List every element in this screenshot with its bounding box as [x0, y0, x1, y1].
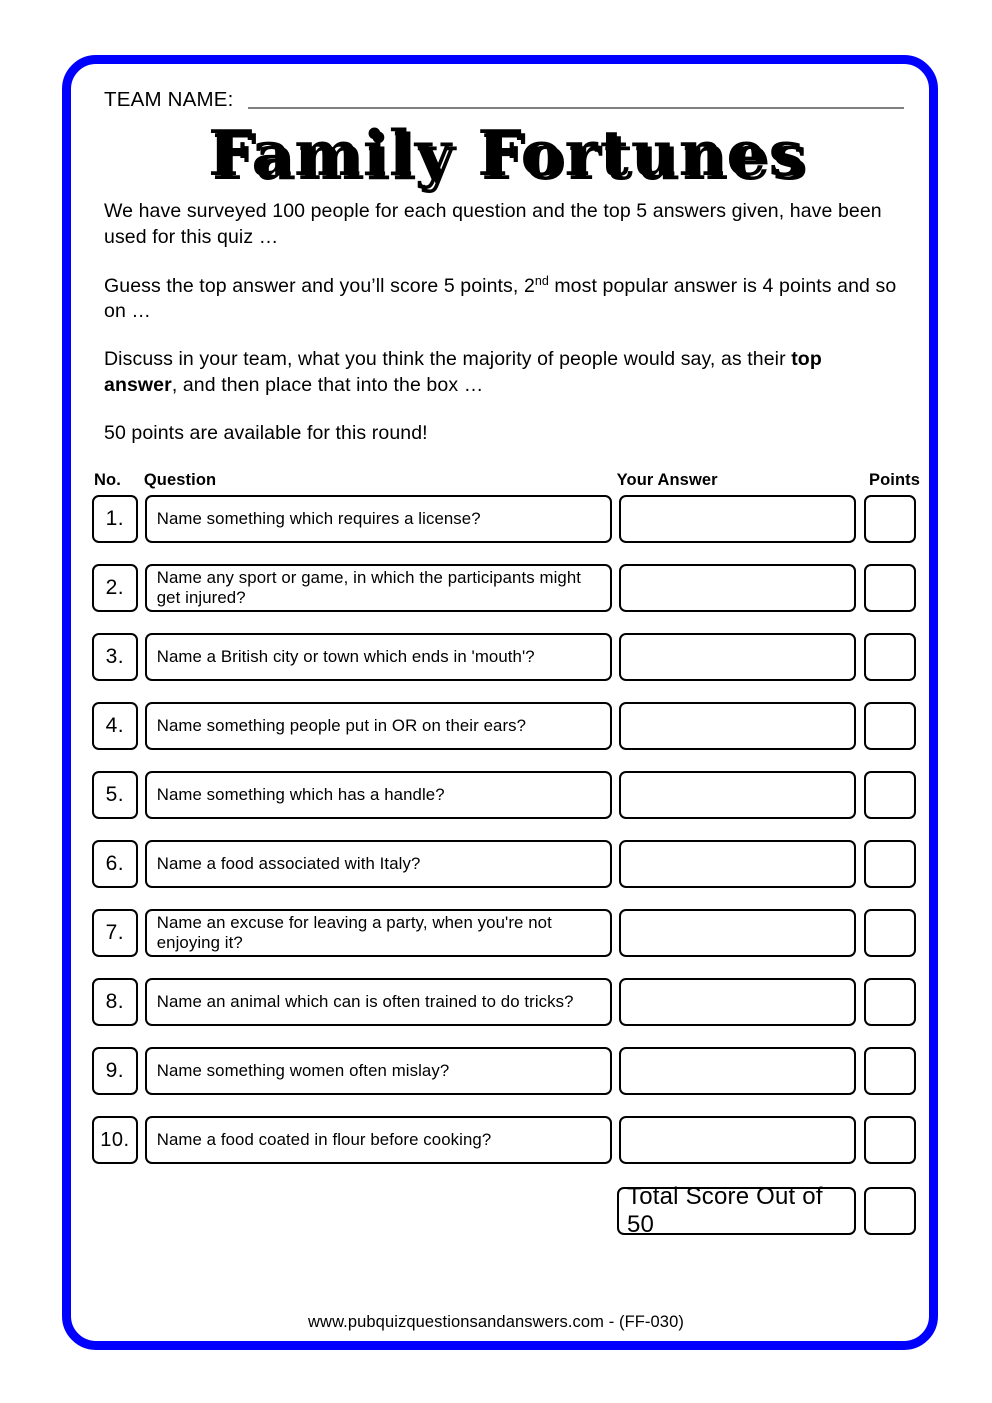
- points-input-box[interactable]: [864, 771, 916, 819]
- intro-paragraph-1: We have surveyed 100 people for each question and the top 5 answers given, have been used for this quiz …: [104, 200, 882, 248]
- intro-paragraph-2: [104, 273, 900, 325]
- intro-p2-part-a: Guess the top answer and you’ll score 5 points, 2: [104, 274, 535, 297]
- answer-input-box[interactable]: [619, 1116, 856, 1164]
- row-number: 2.: [92, 564, 138, 612]
- table-row: [92, 909, 916, 957]
- points-input-box[interactable]: [864, 564, 916, 612]
- answer-input-box[interactable]: [619, 1047, 856, 1095]
- page-title: Family Fortunes: [208, 116, 806, 190]
- table-header-row: [92, 468, 921, 490]
- answer-input-box[interactable]: [619, 495, 856, 543]
- intro-p3-bold: top answer: [104, 348, 822, 396]
- question-text: Name something people put in OR on their ears?: [145, 702, 612, 750]
- question-text: Name a food coated in flour before cooking?: [145, 1116, 612, 1164]
- footer-credit: www.pubquizquestionsandanswers.com - (FF-030): [308, 1313, 684, 1331]
- row-number: 7.: [92, 909, 138, 957]
- question-text: Name an animal which can is often trained to do tricks?: [145, 978, 612, 1026]
- question-text: Name something women often mislay?: [145, 1047, 612, 1095]
- column-header-points: Points: [869, 471, 921, 490]
- team-name-row: [104, 82, 904, 112]
- intro-p3-part-b: , and then place that into the box …: [171, 373, 484, 396]
- intro-p2-part-b: most popular answer is 4 points and so on …: [104, 274, 897, 323]
- points-input-box[interactable]: [864, 495, 916, 543]
- points-input-box[interactable]: [864, 909, 916, 957]
- table-row: [92, 633, 916, 681]
- answer-input-box[interactable]: [619, 564, 856, 612]
- question-text: Name something which requires a license?: [145, 495, 612, 543]
- intro-p2-superscript: nd: [534, 273, 549, 288]
- row-number: 10.: [92, 1116, 138, 1164]
- question-text: Name a food associated with Italy?: [145, 840, 612, 888]
- table-row: [92, 1116, 916, 1164]
- table-row: [92, 978, 916, 1026]
- total-score-row: [92, 1183, 916, 1239]
- answer-input-box[interactable]: [619, 840, 856, 888]
- table-row: [92, 702, 916, 750]
- intro-p3-part-a: Discuss in your team, what you think the majority of people would say, as their: [104, 348, 792, 371]
- question-text: Name something which has a handle?: [145, 771, 612, 819]
- points-input-box[interactable]: [864, 978, 916, 1026]
- question-text: Name any sport or game, in which the participants might get injured?: [145, 564, 612, 612]
- question-text: Name an excuse for leaving a party, when you're not enjoying it?: [145, 909, 612, 957]
- intro-instructions: [104, 199, 900, 446]
- column-header-your-answer: Your Answer: [616, 471, 718, 490]
- row-number: 8.: [92, 978, 138, 1026]
- answer-input-box[interactable]: [619, 771, 856, 819]
- points-input-box[interactable]: [864, 1047, 916, 1095]
- answer-input-box[interactable]: [619, 909, 856, 957]
- question-text: Name a British city or town which ends in 'mouth'?: [145, 633, 612, 681]
- row-number: 9.: [92, 1047, 138, 1095]
- column-header-question: Question: [143, 471, 217, 490]
- answer-input-box[interactable]: [619, 978, 856, 1026]
- table-row: [92, 564, 916, 612]
- intro-paragraph-4: 50 points are available for this round!: [104, 421, 428, 444]
- table-row: [92, 840, 916, 888]
- sheet-content: [94, 82, 921, 1239]
- column-header-no: No.: [94, 471, 121, 490]
- points-input-box[interactable]: [864, 702, 916, 750]
- row-number: 4.: [92, 702, 138, 750]
- table-row: [92, 771, 916, 819]
- table-row: [92, 1047, 916, 1095]
- row-number: 6.: [92, 840, 138, 888]
- quiz-table: [92, 468, 921, 1239]
- total-score-input-box[interactable]: [864, 1187, 916, 1235]
- points-input-box[interactable]: [864, 1116, 916, 1164]
- total-score-label: Total Score Out of 50: [617, 1187, 856, 1235]
- row-number: 5.: [92, 771, 138, 819]
- answer-input-box[interactable]: [619, 702, 856, 750]
- row-number: 3.: [92, 633, 138, 681]
- table-row: [92, 495, 916, 543]
- team-name-input-rule[interactable]: [248, 107, 904, 109]
- intro-paragraph-3: [104, 347, 900, 398]
- answer-input-box[interactable]: [619, 633, 856, 681]
- team-name-label: TEAM NAME:: [104, 87, 234, 111]
- row-number: 1.: [92, 495, 138, 543]
- points-input-box[interactable]: [864, 633, 916, 681]
- points-input-box[interactable]: [864, 840, 916, 888]
